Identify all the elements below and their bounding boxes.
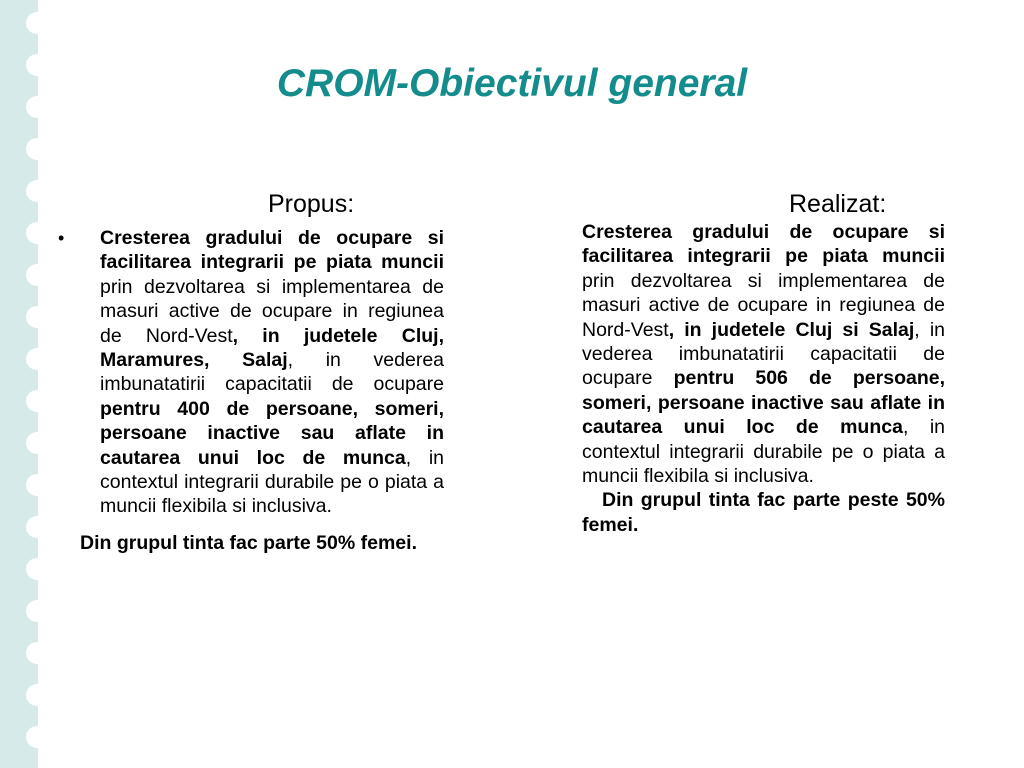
propus-seg-0: Cresterea gradului de ocupare si facilitarea integrarii pe piata muncii — [100, 227, 444, 274]
realizat-seg-5: , in contextul integrarii durabile pe o piata a muncii flexibila si inclusiva. — [582, 416, 945, 488]
realizat-seg-1: prin dezvoltarea si implementarea de masuri active de ocupare in regiunea de Nord-Vest — [582, 269, 945, 341]
border-notch — [26, 642, 38, 664]
propus-seg-5: , in contextul integrarii durabile pe o piata a muncii flexibila si inclusiva. — [100, 446, 444, 518]
propus-column — [80, 226, 445, 555]
border-notch — [26, 432, 38, 454]
slide-title: CROM-Obiectivul general — [276, 62, 748, 105]
realizat-heading: Realizat: — [789, 190, 887, 218]
propus-seg-1: prin dezvoltarea si implementarea de masuri active de ocupare in regiunea de Nord-Vest — [100, 275, 444, 347]
border-notch — [26, 390, 38, 412]
propus-seg-2: , in judetele Cluj, Maramures, Salaj — [100, 324, 444, 372]
propus-heading: Propus: — [268, 190, 355, 218]
border-notch — [26, 558, 38, 580]
border-notch — [26, 726, 38, 748]
border-notch — [26, 474, 38, 496]
realizat-seg-4: pentru 506 de persoane, someri, persoane inactive sau aflate in cautarea unui loc de munca — [582, 367, 946, 439]
border-notch — [26, 600, 38, 622]
border-notch — [26, 138, 38, 160]
realizat-note: Din grupul tinta fac parte peste 50% femei. — [582, 489, 945, 536]
border-notch — [26, 222, 38, 244]
realizat-paragraph — [582, 220, 945, 488]
propus-note: Din grupul tinta fac parte 50% femei. — [80, 531, 417, 554]
propus-paragraph — [100, 226, 444, 519]
border-notch — [26, 264, 38, 286]
border-notch — [26, 348, 38, 370]
border-notch — [26, 12, 38, 34]
realizat-seg-0: Cresterea gradului de ocupare si facilitarea integrarii pe piata muncii — [582, 221, 945, 268]
realizat-seg-3: , in vederea imbunatatirii capacitatii de ocupare — [582, 318, 945, 390]
border-notch — [26, 180, 38, 202]
propus-seg-3: , in vederea imbunatatirii capacitatii de ocupare — [100, 349, 445, 396]
border-notch — [26, 684, 38, 706]
realizat-seg-2: , in judetele Cluj si Salaj — [668, 318, 915, 341]
propus-seg-4: pentru 400 de persoane, someri, persoane inactive sau aflate in cautarea unui loc de munca — [100, 397, 444, 469]
bullet-marker: • — [58, 228, 65, 248]
decorative-left-border — [0, 0, 38, 768]
realizat-column — [582, 220, 945, 537]
border-notch — [26, 516, 38, 538]
border-notch — [26, 306, 38, 328]
